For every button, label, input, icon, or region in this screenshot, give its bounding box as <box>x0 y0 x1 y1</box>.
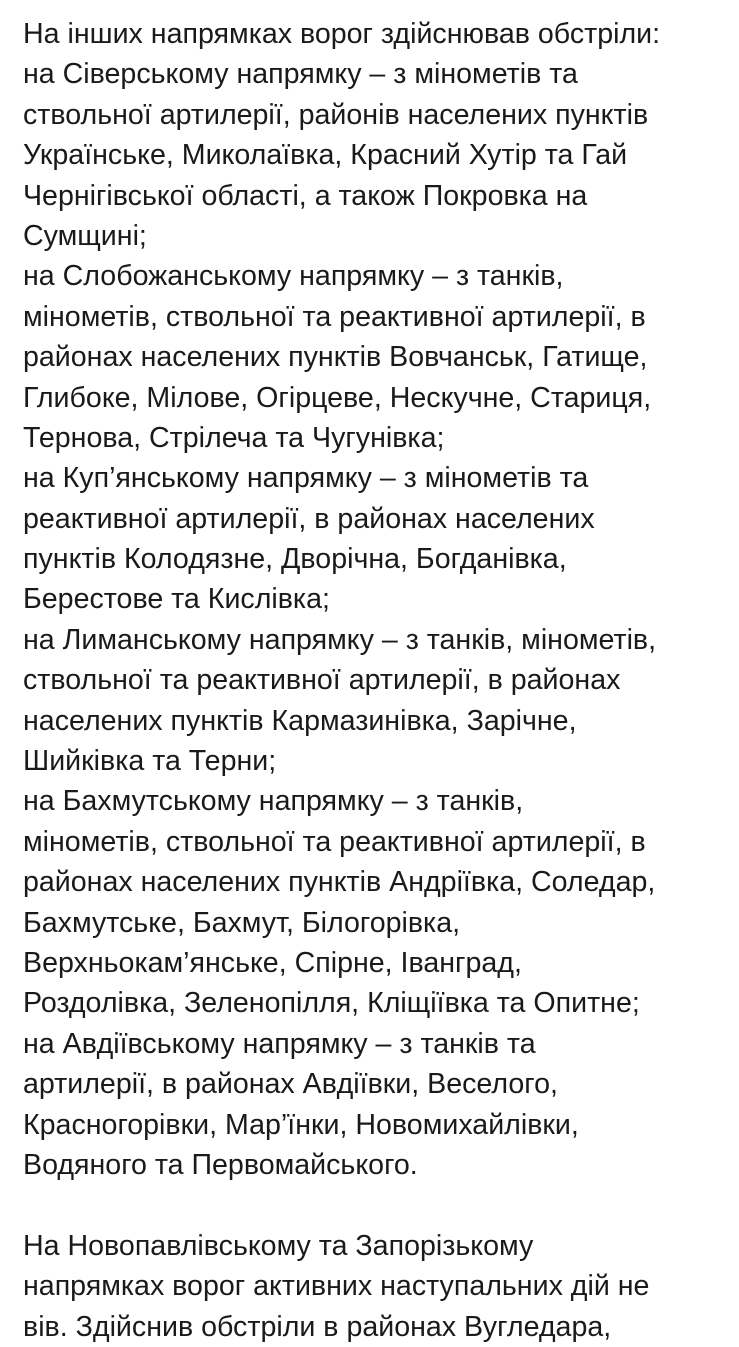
text-line: ствольної артилерії, районів населених пунктів <box>23 98 649 131</box>
text-line: Чернігівської області, а також Покровка на <box>23 179 588 212</box>
text-line: на Сіверському напрямку – з мінометів та <box>23 58 578 91</box>
paragraph-gap <box>23 1185 723 1225</box>
text-line: пунктів Колодязне, Дворічна, Богданівка, <box>23 543 567 576</box>
text-line: Берестове та Кислівка; <box>23 583 330 616</box>
text-line: районах населених пунктів Вовчанськ, Гатище, <box>23 341 648 374</box>
text-line: на Слобожанському напрямку – з танків, <box>23 260 564 293</box>
text-line: мінометів, ствольної та реактивної артилерії, в <box>23 825 646 858</box>
text-line: На Новопавлівському та Запорізькому <box>23 1229 534 1262</box>
text-line: ствольної та реактивної артилерії, в районах <box>23 664 621 697</box>
text-line: напрямках ворог активних наступальних дій не <box>23 1270 650 1303</box>
text-line: Бахмутське, Бахмут, Білогорівка, <box>23 906 461 939</box>
text-line: Сумщині; <box>23 219 147 252</box>
text-line: на Лиманському напрямку – з танків, мінометів, <box>23 623 657 656</box>
text-line: вів. Здійснив обстріли в районах Вугледара, <box>23 1310 612 1343</box>
text-line: Шийківка та Терни; <box>23 745 277 778</box>
text-line: на Бахмутському напрямку – з танків, <box>23 785 524 818</box>
text-line: на Авдіївському напрямку – з танків та <box>23 1027 536 1060</box>
text-line: Тернова, Стрілеча та Чугунівка; <box>23 421 445 454</box>
text-line: Водяного та Первомайського. <box>23 1148 418 1181</box>
paragraph-shelling-directions <box>23 14 723 1185</box>
text-line: Верхньокам’янське, Спірне, Іванград, <box>23 946 522 979</box>
text-line: на Куп’янському напрямку – з мінометів та <box>23 462 589 495</box>
text-line: мінометів, ствольної та реактивної артилерії, в <box>23 300 646 333</box>
text-line: Роздолівка, Зеленопілля, Кліщіївка та Опитне; <box>23 987 640 1020</box>
text-line: Глибоке, Мілове, Огірцеве, Нескучне, Стариця, <box>23 381 652 414</box>
paragraph-novopavlivsk-zaporizhzhia <box>23 1226 723 1347</box>
text-line: реактивної артилерії, в районах населених <box>23 502 595 535</box>
text-line: Красногорівки, Мар’їнки, Новомихайлівки, <box>23 1108 579 1141</box>
message-text <box>23 14 723 1347</box>
text-line: населених пунктів Кармазинівка, Зарічне, <box>23 704 577 737</box>
text-line: На інших напрямках ворог здійснював обстріли: <box>23 18 661 50</box>
text-line: районах населених пунктів Андріївка, Соледар, <box>23 866 656 899</box>
text-line: Українське, Миколаївка, Красний Хутір та Гай <box>23 139 628 172</box>
text-line: артилерії, в районах Авдіївки, Веселого, <box>23 1068 558 1101</box>
